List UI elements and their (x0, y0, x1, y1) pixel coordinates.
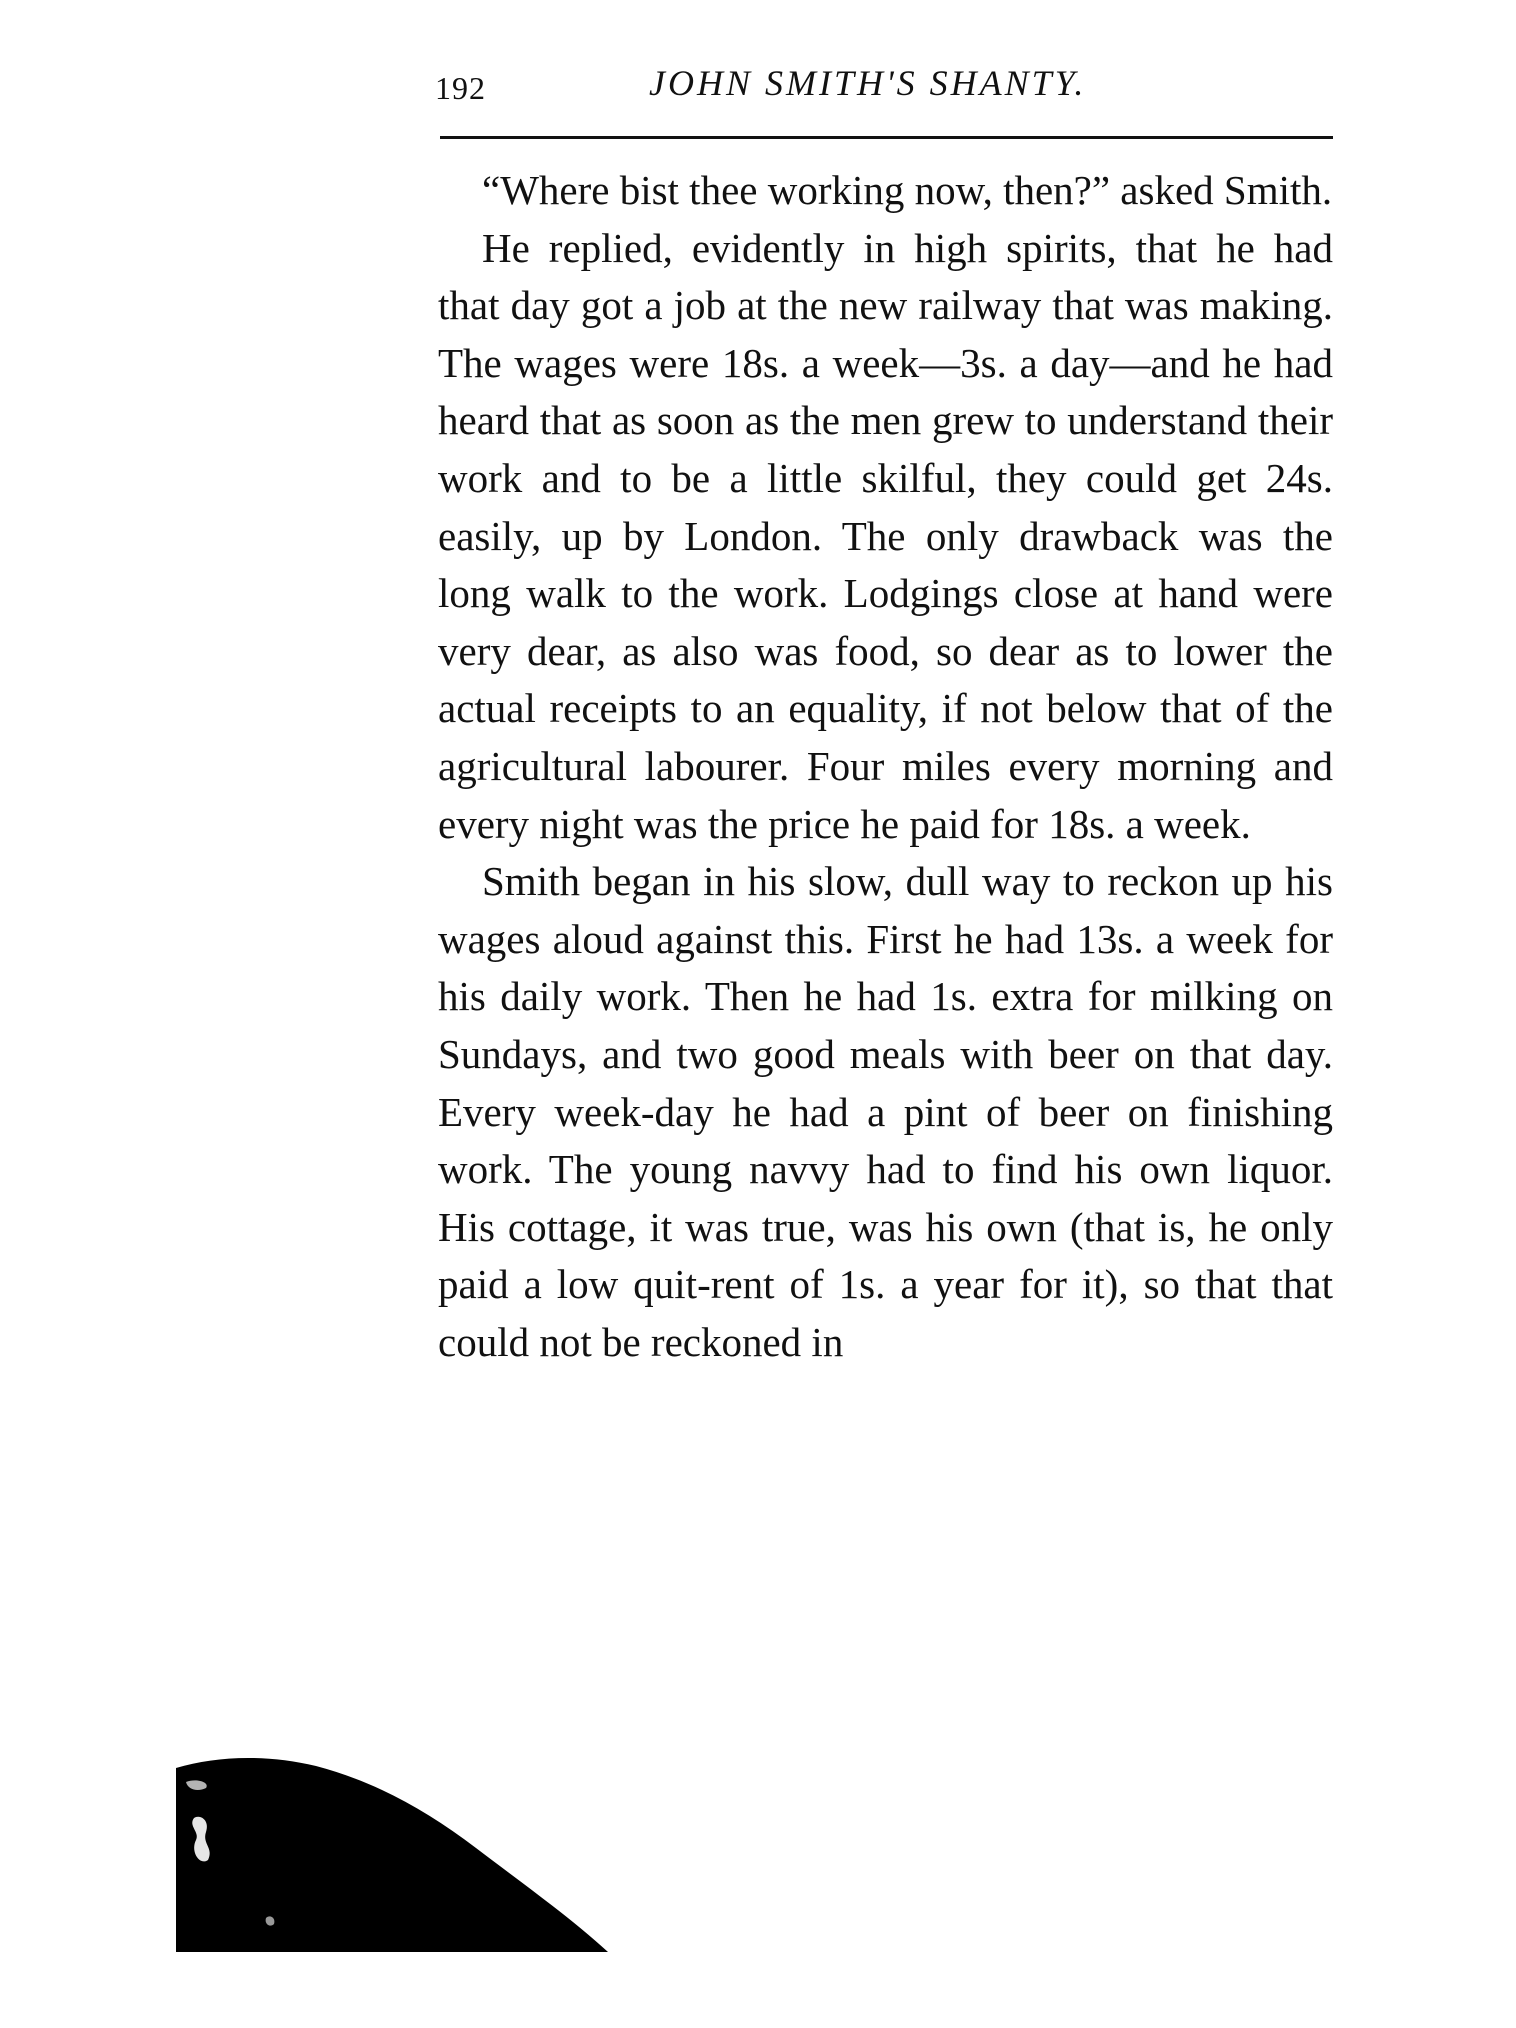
page-header (435, 58, 1335, 118)
paragraph-3: Smith began in his slow, dull way to reckon up his wages aloud against this. First he had 13s. a week for his daily work. Then he had 1s. extra for milking on Sundays, and two good meals with beer on that day. Every week-day he had a pint of beer on finishing work. The young navvy had to find his own liquor. His cottage, it was true, was his own (that is, he only paid a low quit-rent of 1s. a year for it), so that that could not be reckoned in (438, 858, 1333, 1365)
scan-shadow (176, 1748, 608, 1952)
paragraph-1: “Where bist thee working now, then?” asked Smith. (482, 167, 1333, 213)
running-head: JOHN SMITH'S SHANTY. (649, 63, 1087, 103)
body-text (438, 162, 1333, 1371)
page-number: 192 (435, 70, 486, 106)
header-rule (440, 136, 1333, 139)
paragraph-2: He replied, evidently in high spirits, that he had that day got a job at the new railway that was making. The wages were 18s. a week—3s. a day—and he had heard that as soon as the men grew to understand their work and to be a little skilful, they could get 24s. easily, up by London. The only drawback was the long walk to the work. Lodgings close at hand were very dear, as also was food, so dear as to lower the actual receipts to an equality, if not below that of the agricultural labourer. Four miles every morning and every night was the price he paid for 18s. a week. (438, 224, 1333, 847)
